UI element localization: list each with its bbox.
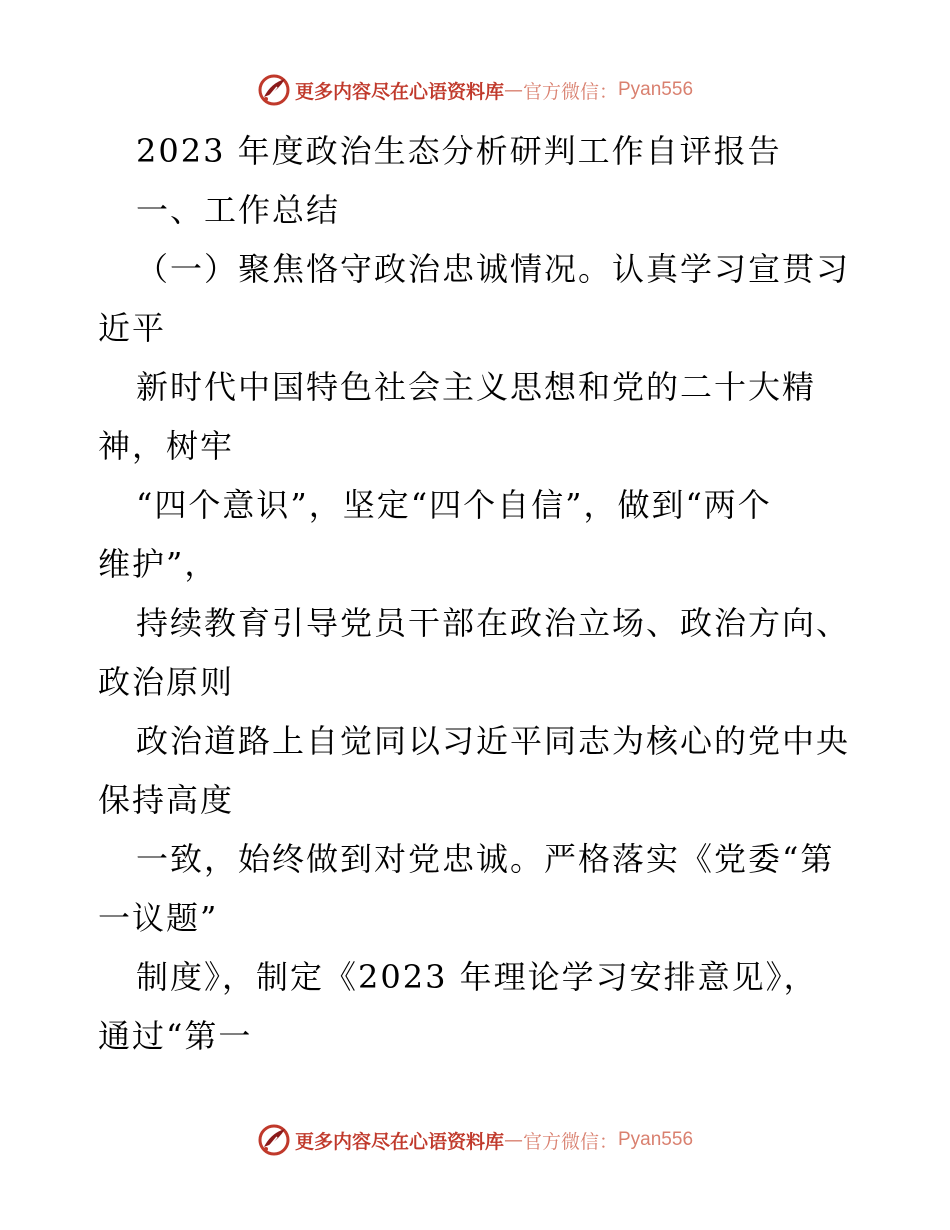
document-title: 2023 年度政治生态分析研判工作自评报告 — [136, 132, 782, 170]
paragraph-line: 通过“第一 — [98, 1017, 253, 1055]
paragraph-line: 制度》，制定《2023 年理论学习安排意见》， — [136, 958, 818, 996]
paragraph-line: 政治道路上自觉同以习近平同志为核心的党中央 — [136, 722, 851, 760]
footer-watermark — [0, 1120, 950, 1160]
paragraph-line: 近平 — [98, 309, 167, 347]
watermark-dash: — — [503, 79, 523, 101]
watermark-slogan: 更多内容尽在心语资料库 — [294, 80, 504, 103]
paragraph-line: “四个意识”，坚定“四个自信”，做到“两个 — [136, 486, 772, 524]
paragraph-line: 一致，始终做到对党忠诚。严格落实《党委“第 — [136, 840, 835, 878]
paragraph-line: 维护”， — [98, 545, 219, 583]
watermark-account-label: 官方微信： — [522, 80, 618, 103]
paragraph-line: 保持高度 — [98, 781, 235, 819]
watermark-account-label: 官方微信： — [522, 1130, 618, 1153]
paragraph-line: 新时代中国特色社会主义思想和党的二十大精 — [136, 368, 817, 406]
watermark-account-id: Pyan556 — [618, 1129, 694, 1150]
watermark-slogan: 更多内容尽在心语资料库 — [294, 1130, 504, 1153]
paragraph-line: 一议题” — [98, 899, 219, 937]
document-body — [98, 122, 858, 1066]
section-heading: 一、工作总结 — [136, 191, 341, 229]
header-watermark — [0, 70, 950, 110]
paragraph-line: 持续教育引导党员干部在政治立场、政治方向、 — [136, 604, 851, 642]
quill-pen-logo-icon — [257, 73, 291, 107]
watermark-account-id: Pyan556 — [618, 79, 694, 100]
watermark-dash: — — [503, 1129, 523, 1151]
paragraph-line: （一）聚焦恪守政治忠诚情况。认真学习宣贯习 — [136, 250, 851, 288]
paragraph-line: 政治原则 — [98, 663, 235, 701]
paragraph-line: 神，树牢 — [98, 427, 235, 465]
quill-pen-logo-icon — [257, 1123, 291, 1157]
